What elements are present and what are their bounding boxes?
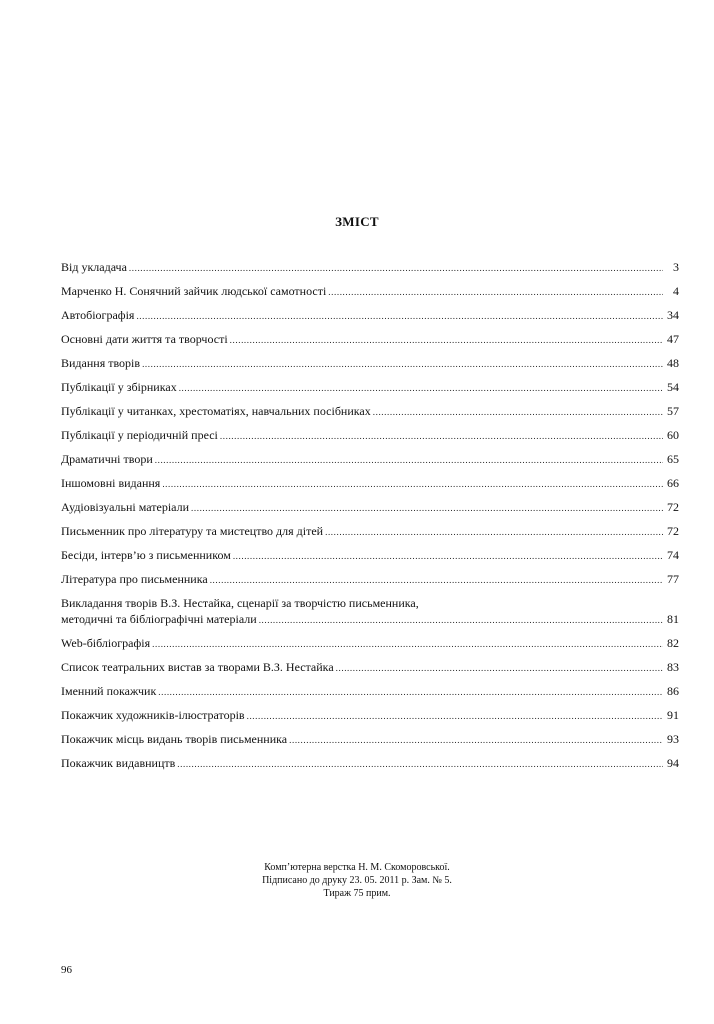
page-number: 96 [61, 964, 72, 976]
toc-entry [61, 259, 679, 276]
toc-entry [61, 571, 679, 588]
toc-entry [61, 547, 679, 564]
page-title: ЗМІСТ [335, 214, 379, 229]
dot-leader [158, 684, 663, 700]
toc-entry [61, 523, 679, 540]
toc-entry-page: 48 [667, 356, 679, 370]
toc-entry-page: 83 [667, 660, 679, 674]
toc-entry [61, 475, 679, 492]
toc-entry [61, 755, 679, 772]
toc-entry-title: Публікації у збірниках [61, 380, 177, 394]
toc-entry-page: 3 [673, 260, 679, 274]
toc-entry-title: Бесіди, інтерв’ю з письменником [61, 548, 231, 562]
dot-leader [230, 332, 663, 348]
dot-leader [136, 308, 663, 324]
dot-leader [233, 548, 663, 564]
dot-leader [155, 452, 663, 468]
toc-entry-page: 4 [673, 284, 679, 298]
toc-entry-page: 57 [667, 404, 679, 418]
toc-entry-page: 54 [667, 380, 679, 394]
toc-entry [61, 499, 679, 516]
toc-entry [61, 283, 679, 300]
toc-entry-page: 66 [667, 476, 679, 490]
toc-entry-page: 74 [667, 548, 679, 562]
imprint-print-date: Підписано до друку 23. 05. 2011 р. Зам. № 5. [262, 875, 452, 886]
toc-entry [61, 331, 679, 348]
dot-leader [373, 404, 663, 420]
dot-leader [162, 476, 663, 492]
toc-entry-page: 94 [667, 756, 679, 770]
dot-leader [259, 612, 663, 628]
toc-entry-page: 65 [667, 452, 679, 466]
toc-entry-title: Публікації у періодичній пресі [61, 428, 218, 442]
toc-entry-page: 47 [667, 332, 679, 346]
dot-leader [191, 500, 663, 516]
toc-entry [61, 595, 679, 628]
toc-entry-page: 93 [667, 732, 679, 746]
toc-entry-page: 60 [667, 428, 679, 442]
toc-entry [61, 659, 679, 676]
toc-entry [61, 403, 679, 420]
toc-entry [61, 707, 679, 724]
toc-entry-title: Марченко Н. Сонячний зайчик людської самотності [61, 284, 327, 298]
toc-entry-title: Іншомовні видання [61, 476, 161, 490]
toc-entry-title: Викладання творів В.З. Нестайка, сценарії за творчістю письменника, [61, 596, 419, 610]
dot-leader [152, 636, 663, 652]
dot-leader [247, 708, 663, 724]
toc-entry [61, 635, 679, 652]
toc-entry-title: Покажчик місць видань творів письменника [61, 732, 288, 746]
toc-entry [61, 307, 679, 324]
toc-entry-page: 77 [667, 572, 679, 586]
toc-entry-page: 34 [667, 308, 679, 322]
toc-entry-title: Видання творів [61, 356, 141, 370]
toc-entry-page: 72 [667, 524, 679, 538]
toc-entry-page: 81 [667, 612, 679, 626]
toc-entry-title: Література про письменника [61, 572, 208, 586]
toc-entry-title-continued: методичні та бібліографічні матеріали [61, 612, 257, 626]
dot-leader [210, 572, 663, 588]
toc-entry-title: Від укладача [61, 260, 127, 274]
toc-entry [61, 379, 679, 396]
toc-entry [61, 683, 679, 700]
toc-entry-title: Автобіографія [61, 308, 135, 322]
toc-entry-title: Іменний покажчик [61, 684, 157, 698]
dot-leader [336, 660, 663, 676]
toc-entry [61, 451, 679, 468]
dot-leader [289, 732, 663, 748]
toc-entry-title: Драматичні твори [61, 452, 153, 466]
toc-entry [61, 427, 679, 444]
toc-entry-title: Список театральних вистав за творами В.З. Нестайка [61, 660, 334, 674]
toc-entry-title: Покажчик видавництв [61, 756, 176, 770]
toc-entry-page: 91 [667, 708, 679, 722]
toc-entry-page: 72 [667, 500, 679, 514]
toc-entry-title: Публікації у читанках, хрестоматіях, навчальних посібниках [61, 404, 371, 418]
toc-entry-page: 82 [667, 636, 679, 650]
table-of-contents [61, 259, 679, 779]
toc-entry [61, 355, 679, 372]
toc-entry-title: Письменник про літературу та мистецтво для дітей [61, 524, 324, 538]
toc-entry [61, 731, 679, 748]
imprint [0, 861, 714, 900]
dot-leader [328, 284, 663, 300]
toc-entry-title: Покажчик художників-ілюстраторів [61, 708, 245, 722]
imprint-typesetting: Комп’ютерна верстка Н. М. Скоморовської. [264, 862, 450, 873]
toc-entry-page: 86 [667, 684, 679, 698]
dot-leader [220, 428, 663, 444]
dot-leader [179, 380, 663, 396]
imprint-circulation: Тираж 75 прим. [323, 888, 391, 899]
dot-leader [177, 756, 663, 772]
dot-leader [142, 356, 663, 372]
toc-entry-title: Web-бібліографія [61, 636, 151, 650]
dot-leader [325, 524, 663, 540]
toc-entry-title: Аудіовізуальні матеріали [61, 500, 190, 514]
dot-leader [129, 260, 663, 276]
toc-entry-title: Основні дати життя та творчості [61, 332, 228, 346]
